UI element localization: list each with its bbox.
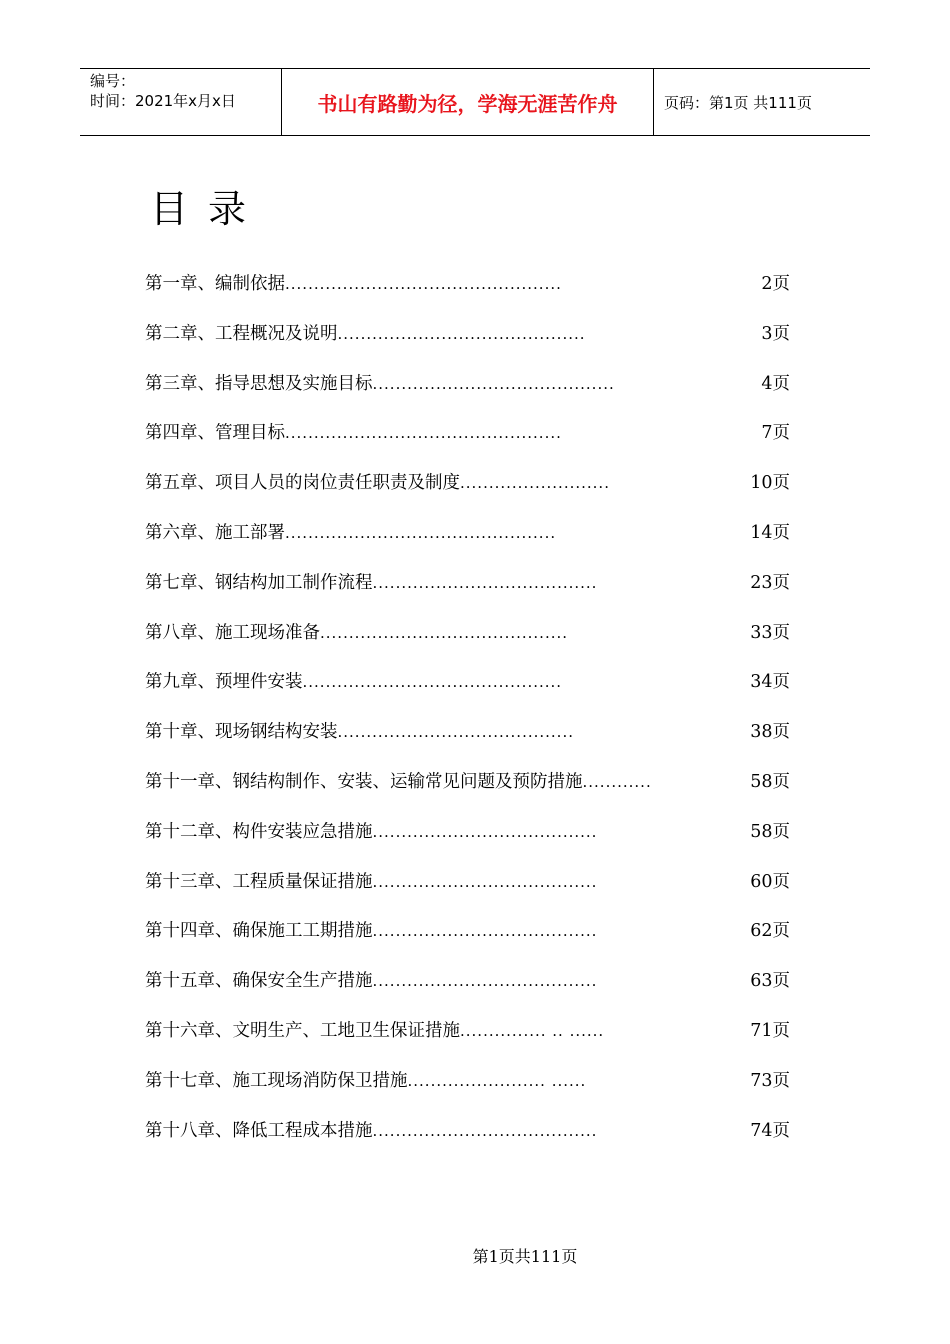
toc-leader-dots: ..........................................	[372, 374, 615, 393]
toc-item-page: 10页	[750, 473, 790, 494]
toc-item[interactable]	[145, 1013, 790, 1063]
toc-item-page: 34页	[750, 672, 790, 693]
toc-item-page: 74页	[750, 1120, 790, 1141]
toc-item[interactable]	[145, 864, 790, 914]
toc-leader-dots: ................................................	[285, 424, 562, 443]
toc-item[interactable]	[145, 316, 790, 366]
toc-item-page: 23页	[750, 572, 790, 593]
number-label: 编号：	[90, 72, 136, 90]
toc-item[interactable]	[145, 913, 790, 963]
toc-list	[145, 266, 790, 1162]
toc-item[interactable]	[145, 714, 790, 764]
toc-item-page: 7页	[761, 423, 790, 444]
toc-leader-dots: ...........................................	[337, 324, 586, 343]
toc-item-page: 58页	[750, 821, 790, 842]
toc-item-label: 第四章、管理目标	[145, 423, 285, 444]
toc-item[interactable]	[145, 465, 790, 515]
toc-leader-dots: .......................................	[372, 972, 598, 991]
header-page-info: 页码：第1页 共111页	[664, 93, 812, 112]
toc-item-page: 58页	[750, 771, 790, 792]
toc-item-label: 第十七章、施工现场消防保卫措施	[145, 1070, 408, 1091]
toc-item-page: 4页	[761, 373, 790, 394]
toc-item-label: 第五章、项目人员的岗位责任职责及制度	[145, 473, 460, 494]
toc-title: 目录	[150, 187, 267, 231]
toc-item-label: 第十八章、降低工程成本措施	[145, 1120, 373, 1141]
toc-item-label: 第七章、钢结构加工制作流程	[145, 572, 373, 593]
toc-leader-dots: .......................................	[372, 1121, 598, 1140]
toc-item-label: 第十章、现场钢结构安装	[145, 722, 338, 743]
toc-item[interactable]	[145, 1113, 790, 1163]
toc-leader-dots: ...............................................	[285, 523, 557, 542]
toc-item-label: 第十三章、工程质量保证措施	[145, 871, 373, 892]
toc-item-page: 3页	[761, 323, 790, 344]
toc-item-label: 第二章、工程概况及说明	[145, 323, 338, 344]
toc-item-label: 第八章、施工现场准备	[145, 622, 320, 643]
toc-item[interactable]	[145, 515, 790, 565]
toc-leader-dots: .......................................	[372, 922, 598, 941]
toc-item-page: 60页	[750, 871, 790, 892]
toc-leader-dots: ................................................	[285, 275, 562, 293]
toc-leader-dots: ..........................	[460, 474, 610, 493]
toc-item-label: 第十五章、确保安全生产措施	[145, 971, 373, 992]
toc-item-label: 第十四章、确保施工工期措施	[145, 921, 373, 942]
toc-item-label: 第三章、指导思想及实施目标	[145, 373, 373, 394]
toc-item-page: 62页	[750, 921, 790, 942]
toc-item[interactable]	[145, 415, 790, 465]
toc-item-page: 73页	[750, 1070, 790, 1091]
toc-leader-dots: .......................................	[372, 822, 598, 841]
toc-item-page: 71页	[750, 1020, 790, 1041]
toc-leader-dots: ............	[582, 772, 652, 791]
toc-item[interactable]	[145, 764, 790, 814]
toc-item[interactable]	[145, 814, 790, 864]
header-meta	[80, 69, 282, 135]
toc-item[interactable]	[145, 1063, 790, 1113]
toc-item-label: 第十二章、构件安装应急措施	[145, 821, 373, 842]
page-footer: 第1页共111页	[472, 1247, 578, 1266]
toc-item[interactable]	[145, 664, 790, 714]
toc-leader-dots: .......................................	[372, 573, 598, 592]
toc-item-page: 38页	[750, 722, 790, 743]
toc-item-page: 14页	[750, 522, 790, 543]
toc-item[interactable]	[145, 266, 790, 316]
toc-item-label: 第九章、预埋件安装	[145, 672, 303, 693]
toc-item[interactable]	[145, 963, 790, 1013]
time-label: 时间：2021年x月x日	[90, 92, 236, 110]
page-header	[80, 68, 870, 136]
toc-item-label: 第一章、编制依据	[145, 274, 285, 294]
toc-item[interactable]	[145, 615, 790, 665]
toc-item-label: 第六章、施工部署	[145, 522, 285, 543]
header-motto: 书山有路勤为径，学海无涯苦作舟	[282, 69, 654, 135]
toc-leader-dots: ........................ ......	[407, 1071, 587, 1090]
toc-leader-dots: .............................................	[302, 673, 563, 692]
toc-item-page: 2页	[761, 274, 790, 294]
toc-leader-dots: ...........................................	[320, 623, 569, 642]
toc-leader-dots: .......................................	[372, 872, 598, 891]
toc-item-label: 第十一章、钢结构制作、安装、运输常见问题及预防措施	[145, 771, 583, 792]
toc-item-page: 33页	[750, 622, 790, 643]
toc-leader-dots: .........................................	[337, 723, 574, 742]
toc-item[interactable]	[145, 366, 790, 416]
toc-leader-dots: ............... .. ......	[460, 1021, 605, 1040]
toc-item[interactable]	[145, 565, 790, 615]
toc-item-label: 第十六章、文明生产、工地卫生保证措施	[145, 1020, 460, 1041]
toc-item-page: 63页	[750, 971, 790, 992]
